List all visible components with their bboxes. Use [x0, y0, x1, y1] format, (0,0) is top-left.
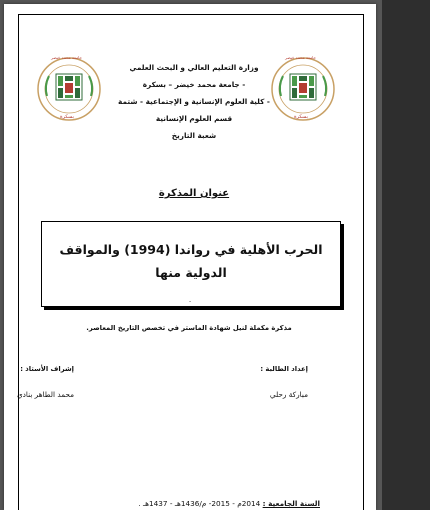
- supervisor-label: إشراف الأستاذ :: [20, 365, 74, 373]
- academic-year-label: السنة الجامعية :: [262, 499, 320, 508]
- institution-header: [104, 59, 284, 144]
- faculty-line: كلية العلوم الإنسانية و الإجتماعية - شتمة -: [118, 97, 270, 106]
- title-mark: -: [189, 298, 192, 305]
- degree-statement: مذكرة مكملة لنيل شهادة الماستر في تخصص التاريخ المعاصر.: [86, 324, 292, 332]
- memo-title-heading: عنوان المذكرة: [158, 188, 230, 199]
- thesis-title: الحرب الأهلية في رواندا (1994) والمواقف الدولية منها: [59, 242, 323, 280]
- ministry-line: وزارة التعليم العالي و البحث العلمي: [129, 63, 259, 72]
- logo-right-bottom-text: بسكرة: [294, 114, 308, 120]
- supervisor-name: محمد الطاهر بنادي: [16, 390, 74, 399]
- student-label: إعداد الطالبة :: [260, 365, 308, 373]
- side-panel: [382, 0, 430, 510]
- logo-left-bottom-text: بسكرة: [60, 114, 74, 120]
- department-line: قسم العلوم الإنسانية: [155, 114, 233, 123]
- academic-year: [138, 499, 320, 508]
- university-line: جامعة محمد خيضر – بسكرة -: [142, 80, 246, 89]
- student-name: مباركة رحلي: [269, 390, 308, 399]
- logo-left-top-text: جامعة محمد خيضر: [51, 55, 82, 60]
- document-page: [4, 4, 376, 510]
- thesis-title-box: [41, 221, 341, 307]
- logo-right-top-text: جامعة محمد خيضر: [285, 55, 316, 60]
- academic-year-value: 2014م - 2015- م/1436هـ - 1437هـ .: [138, 499, 261, 508]
- branch-line: شعبة التاريخ: [171, 131, 217, 140]
